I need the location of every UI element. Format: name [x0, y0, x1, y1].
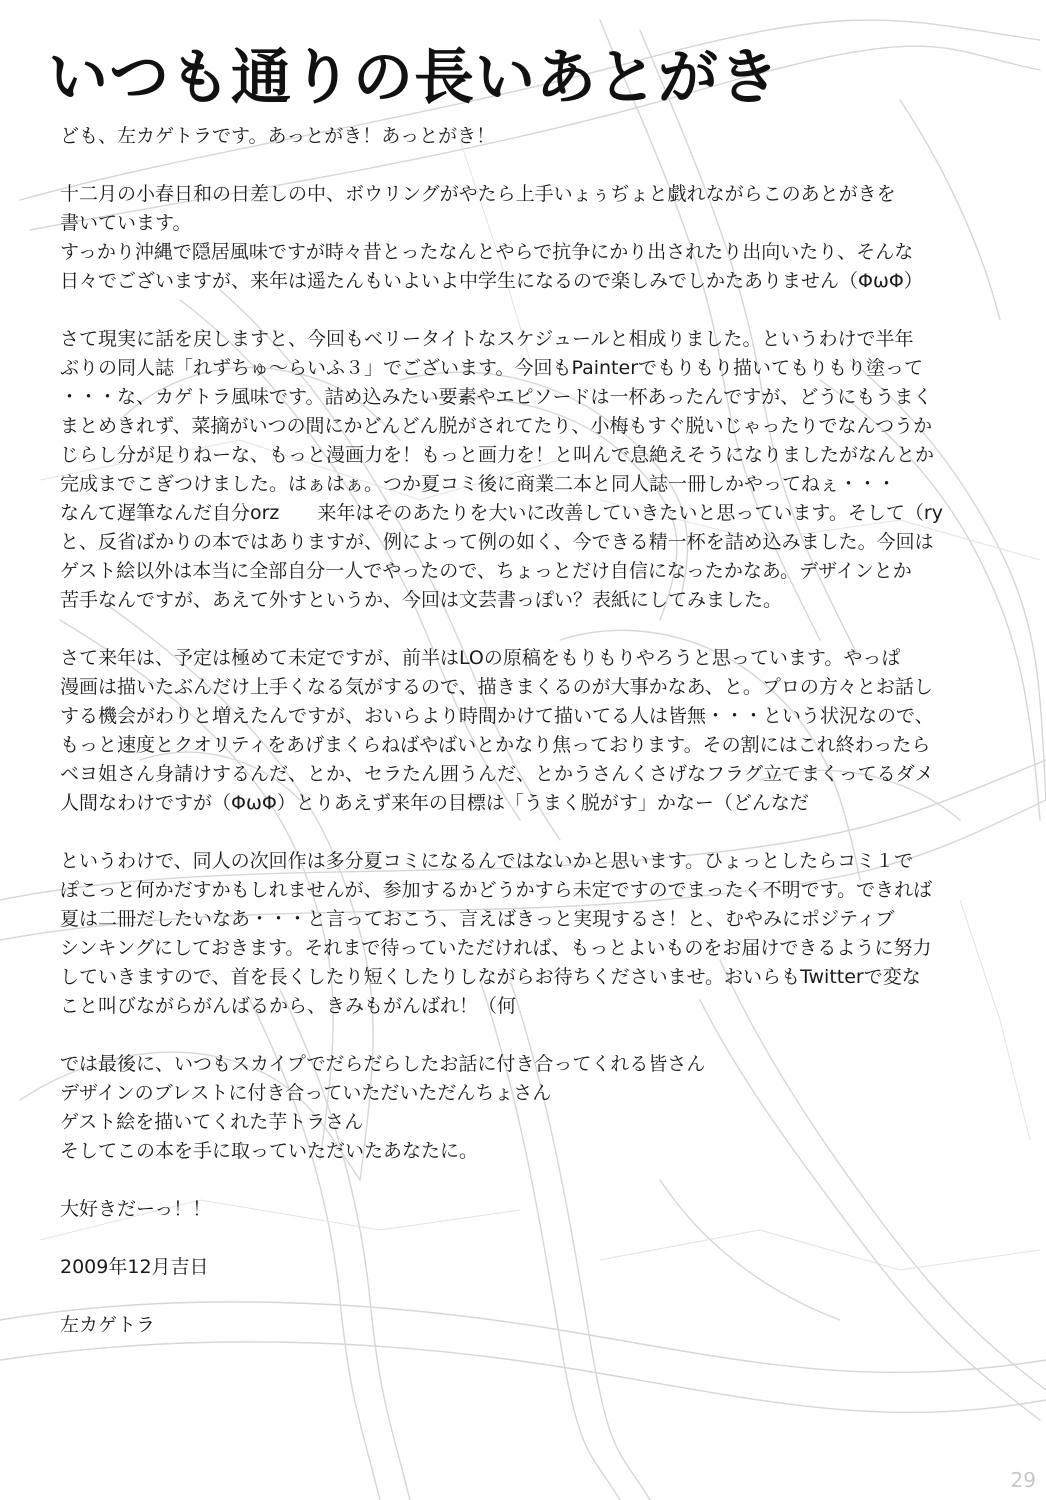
text-line: 夏は二冊だしたいなあ・・・と言っておこう、言えばきっと実現するさ！と、むやみにポジティブ [60, 908, 895, 930]
text-line: 大好きだーっ！！ [60, 1198, 212, 1220]
text-line: もっと速度とクオリティをあげまくらねばやばいとかなり焦っております。その割にはこれ終わったら [60, 734, 931, 756]
afterword-body [60, 122, 1020, 1340]
text-line: 漫画は描いたぶんだけ上手くなる気がするので、描きまくるのが大事かなあ、と。プロの方々とお話し [60, 676, 933, 698]
paragraph [60, 1311, 1020, 1340]
text-line: 2009年12月吉日 [60, 1256, 209, 1278]
text-line: 左カゲトラ [60, 1314, 156, 1336]
page-title: いつも通りの長いあとがき [48, 43, 780, 113]
paragraph-gap [60, 615, 1020, 644]
paragraph-gap [60, 1166, 1020, 1195]
paragraph [60, 325, 1020, 615]
text-line: ゲスト絵を描いてくれた芋トラさん [60, 1111, 364, 1133]
text-line: 人間なわけですが（ΦωΦ）とりあえず来年の目標は「うまく脱がす」かなー（どんなだ [60, 792, 809, 814]
paragraph [60, 644, 1020, 818]
paragraph [60, 847, 1020, 1021]
text-line: まとめきれず、菜摘がいつの間にかどんどん脱がされてたり、小梅もすぐ脱いじゃったりでなんつうか [60, 415, 933, 437]
text-line: と、反省ばかりの本ではありますが、例によって例の如く、今できる精一杯を詰め込みました。今回は [60, 531, 934, 553]
text-line: 書いています。 [60, 212, 192, 234]
text-line: デザインのブレストに付き合っていただいただんちょさん [60, 1082, 552, 1104]
paragraph [60, 1195, 1020, 1224]
paragraph [60, 1253, 1020, 1282]
text-line: なんて遅筆なんだ自分orz 来年はそのあたりを大いに改善していきたいと思っています。そして（ry [60, 502, 943, 524]
text-line: 日々でございますが、来年は遥たんもいよいよ中学生になるので楽しみでしかたありません（ΦωΦ） [60, 270, 923, 292]
paragraph-gap [60, 1224, 1020, 1253]
text-line: していきますので、首を長くしたり短くしたりしながらお待ちくださいませ。おいらもTwitterで変な [60, 966, 921, 988]
text-line: ぽこっと何かだすかもしれませんが、参加するかどうかすら未定ですのでまったく不明です。できれば [60, 879, 933, 901]
text-line: さて来年は、予定は極めて未定ですが、前半はLOの原稿をもりもりやろうと思っています。やっぱ [60, 647, 901, 669]
text-line: 十二月の小春日和の日差しの中、ボウリングがやたら上手いょぅぢょと戯れながらこのあとがきを [60, 183, 896, 205]
text-line: する機会がわりと増えたんですが、おいらより時間かけて描いてる人は皆無・・・という状況なので、 [60, 705, 934, 727]
text-line: そしてこの本を手に取っていただいたあなたに。 [60, 1140, 479, 1162]
paragraph-gap [60, 1282, 1020, 1311]
text-line: 完成までこぎつけました。はぁはぁ。つか夏コミ後に商業二本と同人誌一冊しかやってねぇ・・・ [60, 473, 897, 495]
text-line: すっかり沖縄で隠居風味ですが時々昔とったなんとやらで抗争にかり出されたり出向いたり、そんな [60, 241, 914, 263]
text-line: ゲスト絵以外は本当に全部自分一人でやったので、ちょっとだけ自信になったかなあ。デザインとか [60, 560, 912, 582]
page-number: 29 [1010, 1468, 1036, 1492]
text-line: ども、左カゲトラです。あっとがき！あっとがき！ [60, 125, 496, 147]
text-line: ベヨ姐さん身請けするんだ、とか、セラたん囲うんだ、とかうさんくさげなフラグ立てまくってるダメ [60, 763, 934, 785]
paragraph-gap [60, 296, 1020, 325]
paragraph-gap [60, 1021, 1020, 1050]
paragraph [60, 180, 1020, 296]
text-line: というわけで、同人の次回作は多分夏コミになるんではないかと思います。ひょっとしたらコミ１で [60, 850, 914, 872]
paragraph [60, 1050, 1020, 1166]
text-line: こと叫びながらがんばるから、きみもがんばれ！（何 [60, 995, 517, 1017]
paragraph [60, 122, 1020, 151]
text-line: 苦手なんですが、あえて外すというか、今回は文芸書っぽい？表紙にしてみました。 [60, 589, 783, 611]
text-line: シンキングにしておきます。それまで待っていただければ、もっとよいものをお届けできるように努力 [60, 937, 932, 959]
text-line: ・・・な、カゲトラ風味です。詰め込みたい要素やエピソードは一杯あったんですが、どうにもうまく [60, 386, 933, 408]
text-line: ぶりの同人誌「れずちゅ〜らいふ３」でございます。今回もPainterでもりもり描いてもりもり塗って [60, 357, 924, 379]
text-line: さて現実に話を戻しますと、今回もベリータイトなスケジュールと相成りました。というわけで半年 [60, 328, 914, 350]
paragraph-gap [60, 151, 1020, 180]
text-line: じらし分が足りねーな、もっと漫画力を！もっと画力を！と叫んで息絶えそうになりましたがなんとか [60, 444, 935, 466]
text-line: では最後に、いつもスカイプでだらだらしたお話に付き合ってくれる皆さん [60, 1053, 706, 1075]
paragraph-gap [60, 818, 1020, 847]
